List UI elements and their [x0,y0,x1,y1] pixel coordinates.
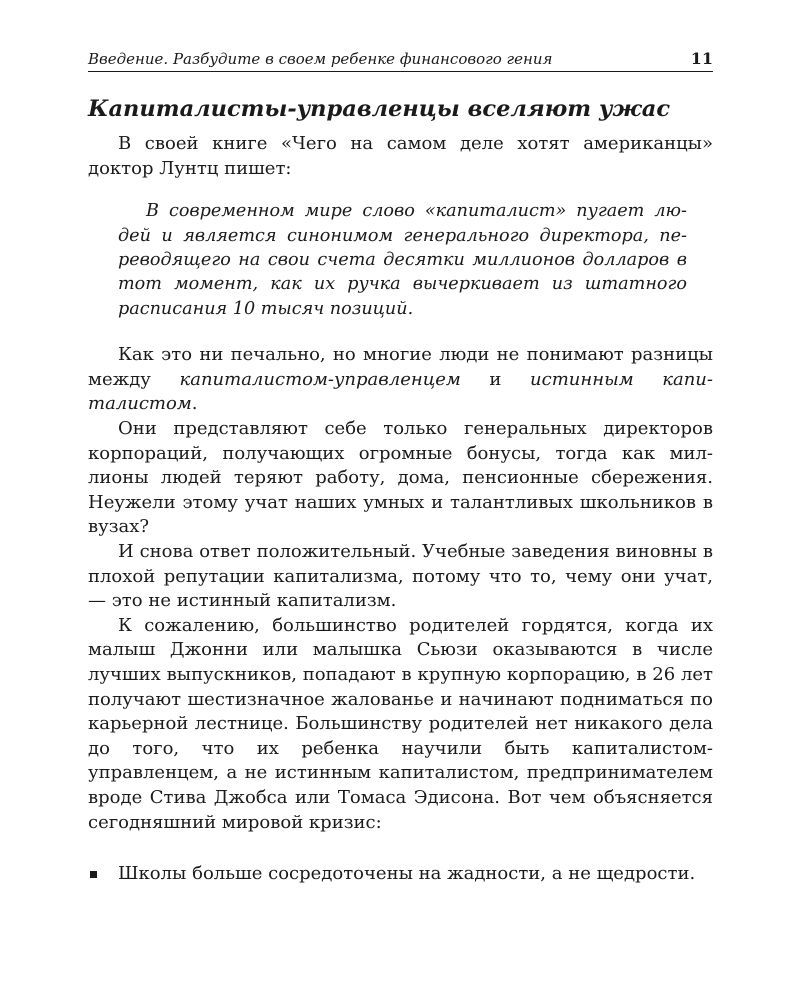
body-paragraph-1-start: Как это ни печально, но многие люди не понимают разницы между [88,344,713,390]
body-paragraph-4: К сожалению, большинство родителей гордятся, когда их малыш Джонни или малышка Сьюзи оказываются в числе лучших выпускников, попадают в крупную корпорацию, в 26 лет получают шестизначное жалованье и начинают подниматься по карьерной лестнице. Большинству родителей нет никакого дела до того, что их ребенка научили быть капиталистом-управленцем, а не истинным капиталистом, предпринимателем вроде Стива Джобса или Томаса Эдисона. Вот чем объясняется сегодняшний мировой кризис: [88,614,713,833]
list-item-text: Школы больше сосредоточены на жадности, а не щедрости. [118,863,696,885]
emphasis-true-capitalist: истинным капиталистом [88,368,713,415]
bullet-list [88,862,713,887]
section-heading: Капиталисты-управленцы вселяют ужас [88,96,671,122]
block-quote: В современном мире слово «капиталист» пугает людей и является синонимом генерального директора, переводящего на свои счета десятки миллионов долларов в тот момент, как их ручка вычеркивает из штатного расписания 10 тысяч позиций. [118,201,687,319]
square-bullet-icon [88,862,118,878]
body-paragraph-3: И снова ответ положительный. Учебные заведения виновны в плохой репутации капитализма, потому что то, чему они учат, — это не истинный капитализм. [88,540,713,612]
emphasis-manager-capitalist: капиталистом-управленцем [179,368,461,390]
body-paragraph-2: Они представляют себе только генеральных директоров корпораций, получающих огромные бонусы, тогда как миллионы людей теряют работу, дома, пенсионные сбережения. Неужели этому учат наших умных и талантливых школьников в вузах? [88,418,713,538]
running-header-title: Введение. Разбудите в своем ребенке финансового гения [88,50,553,68]
page-number: 11 [690,49,713,68]
body-paragraph-1-end: . [191,393,198,415]
body-paragraph-1-mid: и [460,368,531,390]
body-paragraph-1 [88,343,713,417]
intro-paragraph: В своей книге «Чего на самом деле хотят американцы» доктор Лунтц пишет: [88,133,713,179]
running-header [88,48,713,72]
book-page [88,48,713,887]
list-item [88,862,713,887]
